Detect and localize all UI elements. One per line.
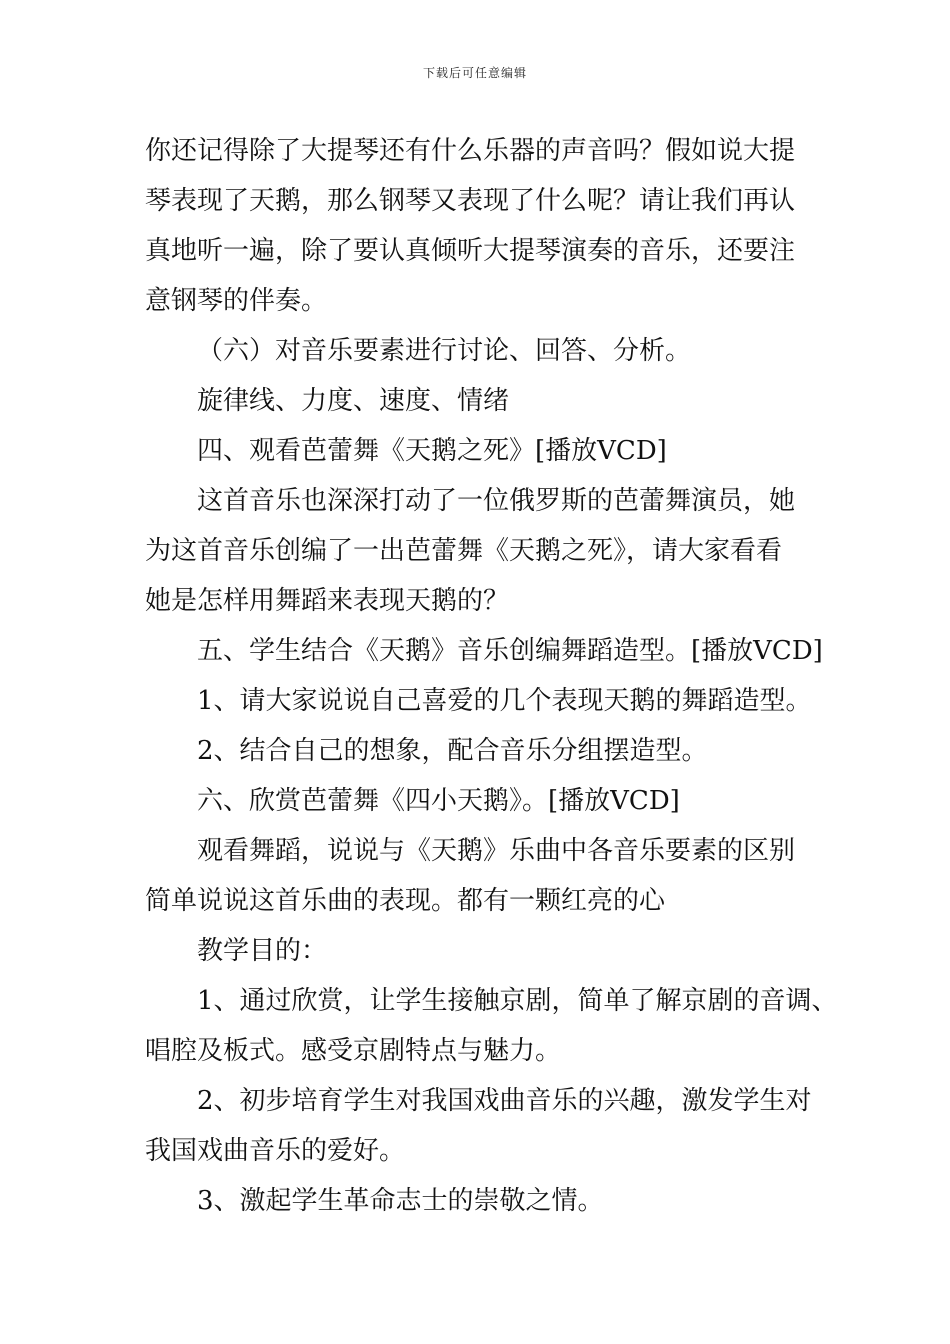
document-body — [145, 128, 845, 1228]
section-heading: 四、观看芭蕾舞《天鹅之死》[播放VCD] — [197, 436, 667, 466]
text-line: 简单说说这首乐曲的表现。都有一颗红亮的心 — [145, 886, 666, 916]
text-line: 我国戏曲音乐的爱好。 — [145, 1136, 406, 1166]
page-header: 下载后可任意编辑 — [422, 66, 527, 80]
section-heading: 五、学生结合《天鹅》音乐创编舞蹈造型。[播放VCD] — [197, 636, 823, 666]
list-item: 2、结合自己的想象，配合音乐分组摆造型。 — [197, 736, 708, 766]
text-line: 真地听一遍，除了要认真倾听大提琴演奏的音乐，还要注 — [145, 236, 796, 266]
list-item: 3、激起学生革命志士的崇敬之情。 — [197, 1186, 604, 1216]
text-line: 唱腔及板式。感受京剧特点与魅力。 — [145, 1036, 562, 1066]
text-line: 意钢琴的伴奏。 — [145, 286, 328, 316]
text-line: 这首音乐也深深打动了一位俄罗斯的芭蕾舞演员，她 — [197, 486, 796, 516]
text-line: 为这首音乐创编了一出芭蕾舞《天鹅之死》，请大家看看 — [145, 536, 783, 566]
section-heading: 六、欣赏芭蕾舞《四小天鹅》。[播放VCD] — [197, 786, 680, 816]
list-item: 2、初步培育学生对我国戏曲音乐的兴趣，激发学生对 — [197, 1086, 812, 1116]
text-line: 你还记得除了大提琴还有什么乐器的声音吗？假如说大提 — [145, 136, 796, 166]
text-line: 旋律线、力度、速度、情绪 — [197, 386, 510, 416]
list-item: 1、请大家说说自己喜爱的几个表现天鹅的舞蹈造型。 — [197, 686, 812, 716]
list-item: 1、通过欣赏，让学生接触京剧，简单了解京剧的音调、 — [197, 986, 838, 1016]
text-line: 她是怎样用舞蹈来表现天鹅的？ — [145, 586, 510, 616]
text-line: （六）对音乐要素进行讨论、回答、分析。 — [197, 336, 692, 366]
text-line: 观看舞蹈，说说与《天鹅》乐曲中各音乐要素的区别 — [197, 836, 796, 866]
text-line: 琴表现了天鹅，那么钢琴又表现了什么呢？请让我们再认 — [145, 186, 796, 216]
section-heading: 教学目的： — [197, 936, 328, 966]
